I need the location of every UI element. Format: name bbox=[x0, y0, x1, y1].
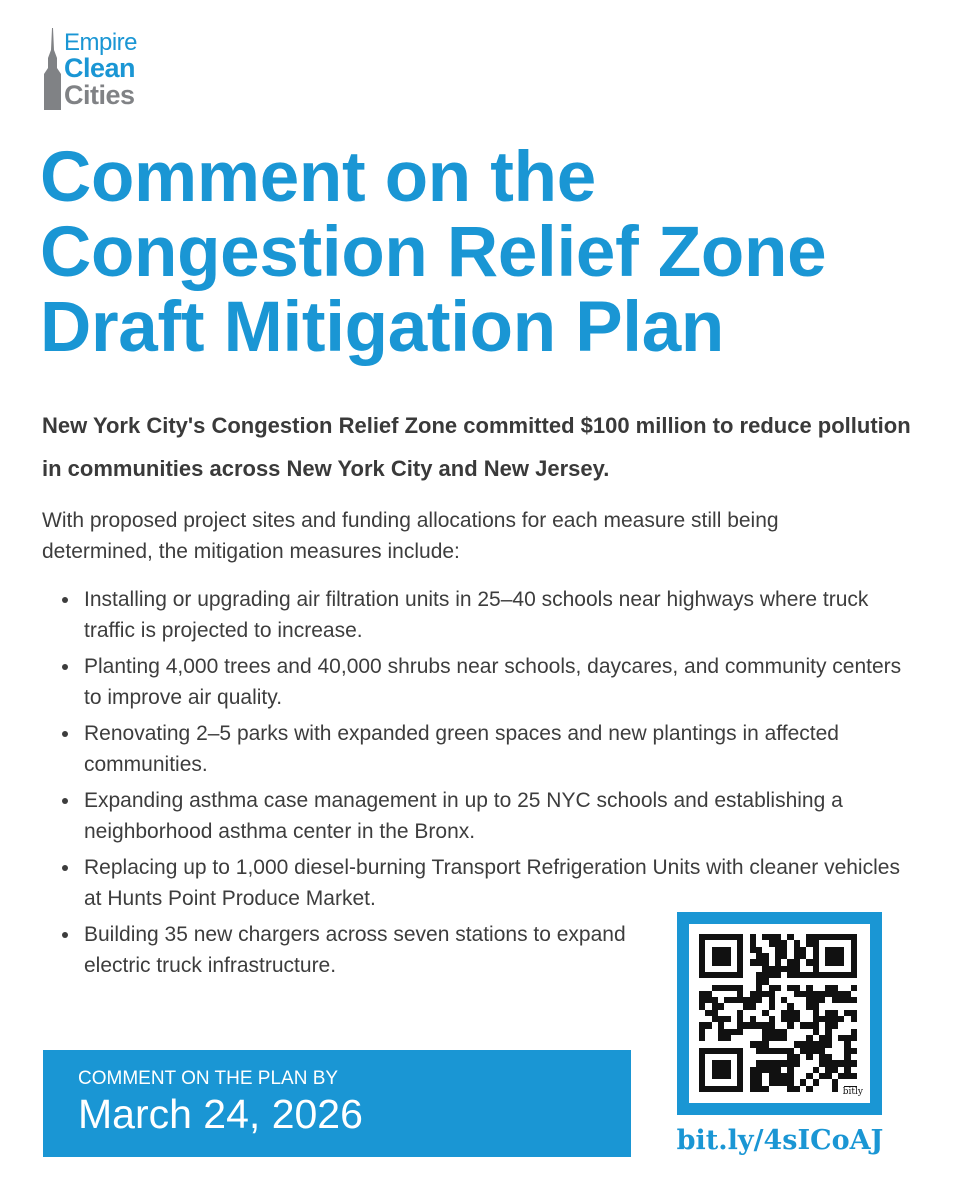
page-title: Comment on the Congestion Relief Zone Draft Mitigation Plan bbox=[40, 138, 827, 367]
logo-word-clean: Clean bbox=[64, 53, 136, 83]
list-item: Building 35 new chargers across seven stations to expand electric truck infrastructure. bbox=[62, 919, 632, 981]
empire-state-building-icon bbox=[42, 28, 64, 110]
logo-word-cities: Cities bbox=[64, 80, 135, 110]
list-item: Replacing up to 1,000 diesel-burning Transport Refrigeration Units with cleaner vehicles at Hunts Point Produce Market. bbox=[62, 852, 912, 914]
list-item: Planting 4,000 trees and 40,000 shrubs near schools, daycares, and community centers to improve air quality. bbox=[62, 651, 912, 713]
list-item: Expanding asthma case management in up to 25 NYC schools and establishing a neighborhood asthma center in the Bronx. bbox=[62, 785, 912, 847]
qr-code[interactable] bbox=[677, 912, 882, 1115]
list-item: Renovating 2–5 parks with expanded green spaces and new plantings in affected communities. bbox=[62, 718, 912, 780]
lead-paragraph: New York City's Congestion Relief Zone committed $100 million to reduce pollution in communities across New York City and New Jersey. bbox=[42, 413, 911, 481]
empire-clean-cities-logo bbox=[38, 28, 168, 113]
deadline-label: COMMENT ON THE PLAN BY bbox=[78, 1068, 339, 1089]
qr-code-grid bbox=[699, 934, 857, 1092]
deadline-date: March 24, 2026 bbox=[78, 1091, 363, 1137]
intro-paragraph: With proposed project sites and funding allocations for each measure still being determined, the mitigation measures include: bbox=[42, 509, 779, 563]
short-link[interactable]: bit.ly/4sICoAJ bbox=[676, 1125, 884, 1156]
bitly-badge: bitly bbox=[842, 1087, 863, 1097]
logo-word-empire: Empire bbox=[64, 29, 138, 56]
list-item: Installing or upgrading air filtration units in 25–40 schools near highways where truck traffic is projected to increase. bbox=[62, 584, 912, 646]
comment-deadline-banner bbox=[43, 1050, 631, 1157]
